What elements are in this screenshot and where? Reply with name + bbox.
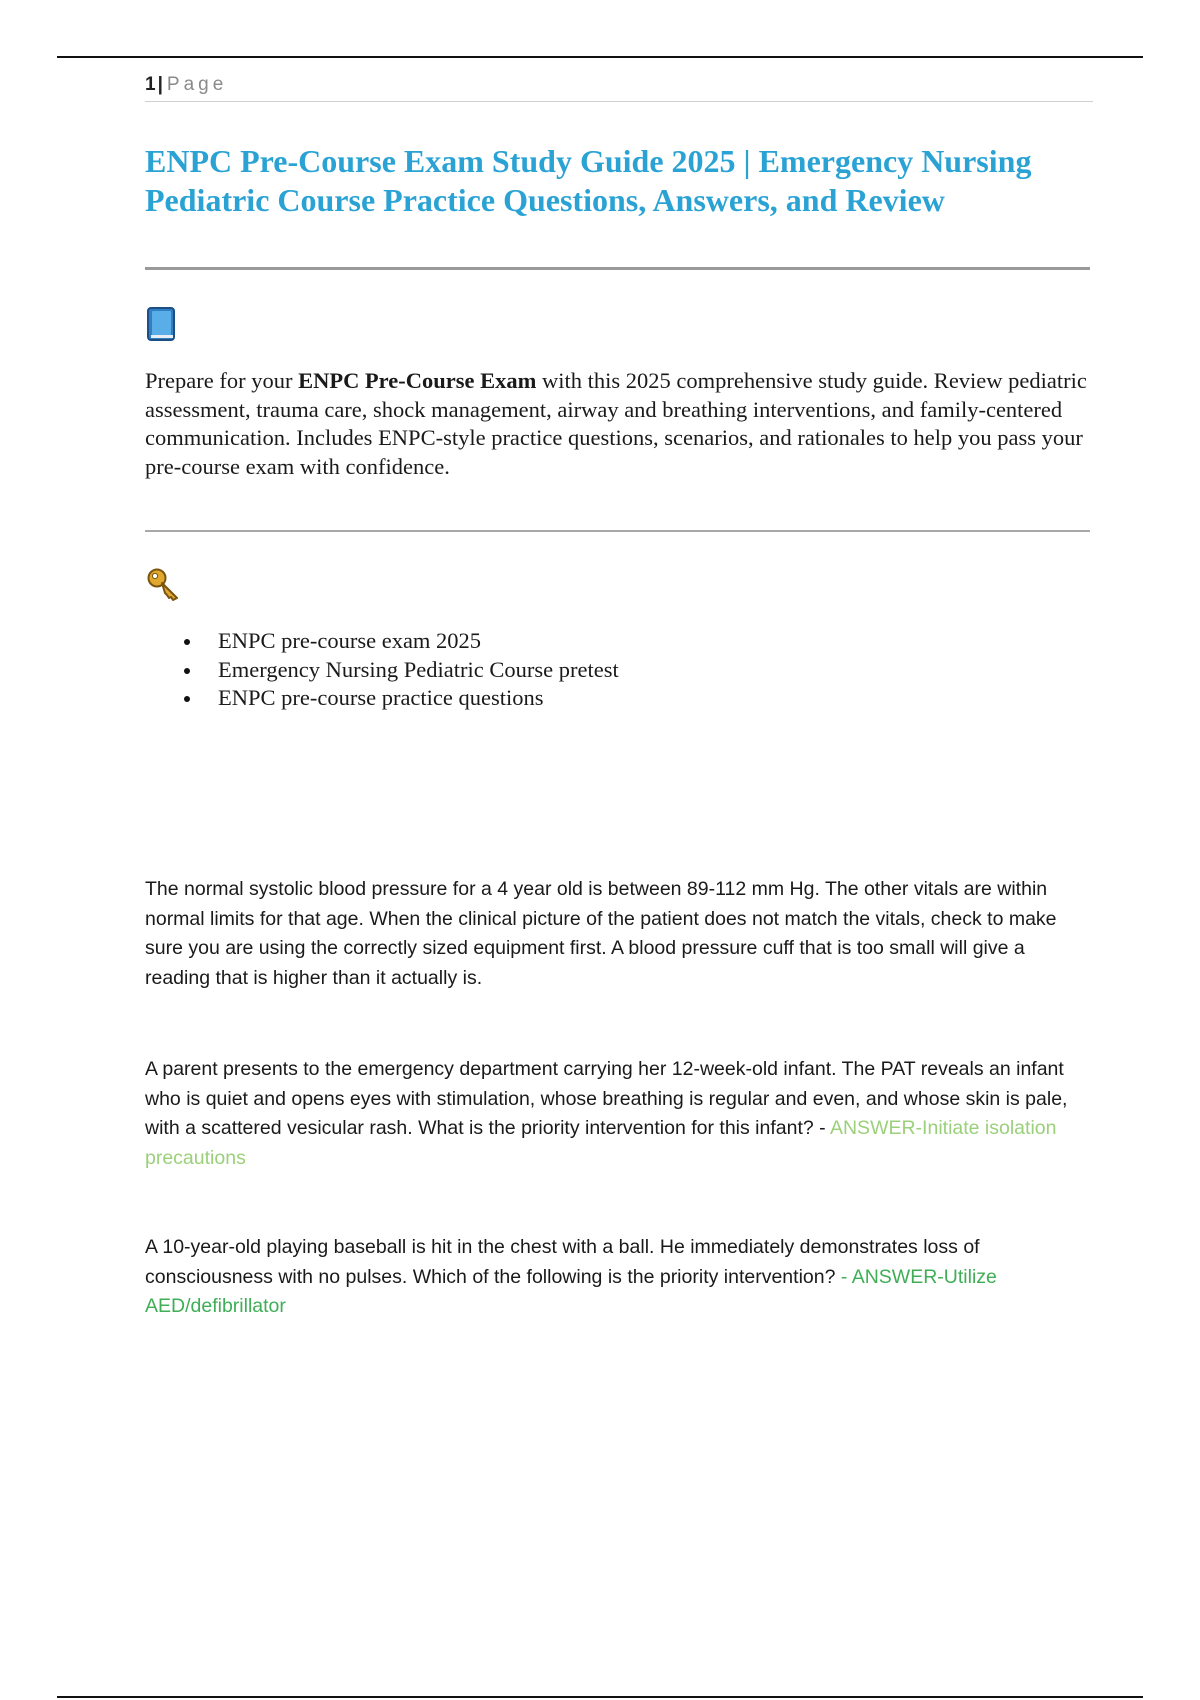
intro-prefix: Prepare for your: [145, 368, 299, 393]
page-number: 1: [145, 74, 156, 95]
intro-suffix: with this 2025 comprehensive study guide. Review pediatric assessment, trauma care, shock management, airway and breathing interventions, and family-centered communication. Includes ENPC-style practice questions, scenarios, and rationales to help you pass your pre-course exam with confidence.: [145, 368, 1087, 479]
qa-paragraph-3: [145, 1233, 1095, 1322]
list-item: Emergency Nursing Pediatric Course pretest: [145, 656, 1045, 685]
qa-question: A 10-year-old playing baseball is hit in the chest with a ball. He immediately demonstrates loss of consciousness with no pulses. Which of the following is the priority intervention?: [145, 1236, 980, 1288]
keyword-list: [145, 627, 1045, 713]
page-top-border: [57, 56, 1143, 58]
qa-question: The normal systolic blood pressure for a 4 year old is between 89-112 mm Hg. The other vitals are within normal limits for that age. When the clinical picture of the patient does not match the vitals, check to make sure you are using the correctly sized equipment first. A blood pressure cuff that is too small will give a reading that is higher than it actually is.: [145, 878, 1057, 989]
list-item: ENPC pre-course practice questions: [145, 684, 1045, 713]
key-icon: [146, 567, 182, 603]
document-title: ENPC Pre-Course Exam Study Guide 2025 | Emergency Nursing Pediatric Course Practice Questions, Answers, and Review: [145, 143, 1032, 218]
qa-paragraph-2: [145, 1055, 1095, 1173]
page-word: Page: [166, 74, 228, 95]
intro-paragraph: [145, 367, 1095, 481]
header-divider: [145, 101, 1093, 102]
intro-bold-term: ENPC Pre-Course Exam: [298, 368, 537, 393]
page-header: [145, 74, 227, 96]
section-divider: [145, 267, 1090, 270]
section-divider: [145, 530, 1090, 532]
page-bottom-border: [57, 1696, 1143, 1698]
list-item: ENPC pre-course exam 2025: [145, 627, 1045, 656]
qa-answer: - ANSWER-Utilize AED/defibrillator: [145, 1265, 997, 1317]
page-separator: |: [157, 74, 163, 95]
book-icon: [146, 306, 176, 342]
qa-paragraph-1: [145, 875, 1095, 993]
qa-answer: ANSWER-Initiate isolation precautions: [145, 1117, 1057, 1169]
qa-question: A parent presents to the emergency department carrying her 12-week-old infant. The PAT reveals an infant who is quiet and opens eyes with stimulation, whose breathing is regular and even, and whose skin is pale, with a scattered vesicular rash. What is the priority intervention for this infant? -: [145, 1058, 1068, 1139]
